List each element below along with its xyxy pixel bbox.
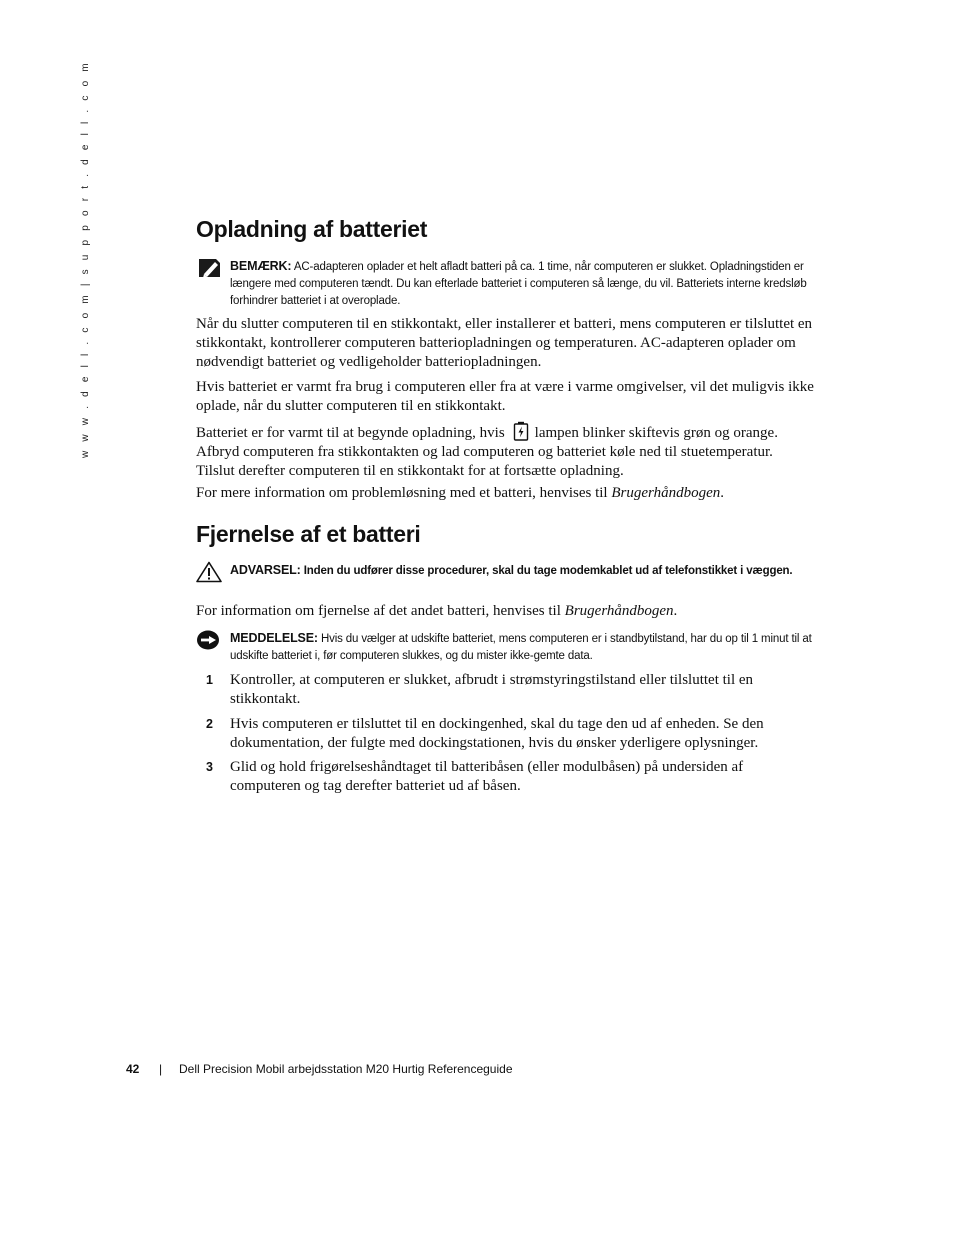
note-pencil-icon — [196, 257, 222, 279]
notice-label: MEDDELELSE: — [230, 631, 318, 645]
note-text — [230, 258, 816, 310]
paragraph-charging-2: Hvis batteriet er varmt fra brug i computeren eller fra at være i varme omgivelser, vil det muligvis ikke oplade, når du slutter computeren til en stikkontakt. — [196, 379, 814, 414]
step-number: 1 — [206, 673, 213, 687]
warning-label: ADVARSEL: — [230, 563, 301, 577]
side-url: w w w . d e l l . c o m | s u p p o r t . d e l l . c o m — [80, 60, 91, 458]
paragraph-removing-1-end: . — [673, 603, 678, 619]
paragraph-charging-4-start: For mere information om problemløsning med et batteri, henvises til — [196, 485, 612, 501]
step-text: Hvis computeren er tilsluttet til en dockingenhed, skal du tage den ud af enheden. Se den dokumentation, der fulgte med dockingstationen, hvis du ønsker yderligere oplysninger. — [230, 716, 764, 751]
warning-text — [230, 562, 816, 580]
notice-text — [230, 630, 816, 665]
paragraph-charging-4 — [196, 484, 814, 503]
step-number: 3 — [206, 760, 213, 774]
paragraph-removing-1-start: For information om fjernelse af det andet batteri, henvises til — [196, 603, 565, 619]
note-body: AC-adapteren oplader et helt afladt batteri på ca. 1 time, når computeren er slukket. Opladningstiden er længere med computeren tændt. Du kan efterlade batteriet i computeren så længe, du vil. Batteriets interne kredsløb forhindrer batteriet i at overoplade. — [230, 261, 807, 307]
warning-triangle-icon — [196, 561, 222, 583]
heading-removing-battery: Fjernelse af et batteri — [196, 521, 421, 547]
footer-title: Dell Precision Mobil arbejdsstation M20 Hurtig Referenceguide — [179, 1062, 513, 1076]
page-number: 42 — [126, 1062, 140, 1076]
user-guide-reference-2: Brugerhåndbogen — [564, 603, 674, 619]
paragraph-charging-3-end: lampen blinker skiftevis grøn og orange. Afbryd computeren fra stikkontakten og lad computeren og batteriet køle ned til stuetemperatur. Tilslut derefter computeren til en stikkontakt for at fortsætte opladning. — [196, 425, 778, 479]
paragraph-removing-1 — [196, 602, 814, 621]
notice-hand-icon — [196, 629, 222, 651]
warning-body: Inden du udfører disse procedurer, skal du tage modemkablet ud af telefonstikket i væggen. — [300, 565, 793, 577]
step-text: Kontroller, at computeren er slukket, afbrudt i strømstyringstilstand eller tilsluttet til en stikkontakt. — [230, 672, 754, 707]
step-text: Glid og hold frigørelseshåndtaget til batteribåsen (eller modulbåsen) på undersiden af computeren og tag derefter batteriet ud af båsen. — [230, 759, 744, 794]
step-number: 2 — [206, 717, 213, 731]
note-label: BEMÆRK: — [230, 259, 292, 273]
notice-body: Hvis du vælger at udskifte batteriet, mens computeren er i standbytilstand, har du op til 1 minut til at udskifte batteriet i, før computeren slukkes, og du mister ikke-gemte data. — [230, 633, 812, 662]
paragraph-charging-3-start: Batteriet er for varmt til at begynde opladning, hvis — [196, 425, 505, 441]
user-guide-reference: Brugerhåndbogen — [611, 485, 721, 501]
paragraph-charging-4-end: . — [720, 485, 724, 501]
heading-charging: Opladning af batteriet — [196, 216, 428, 242]
paragraph-charging-1: Når du slutter computeren til en stikkontakt, eller installerer et batteri, mens computeren er tilsluttet en stikkontakt, kontrollerer computeren batteriopladningen og temperaturen. AC-adapteren oplader om nødvendigt batteriet og vedligeholder batteriopladningen. — [196, 316, 813, 370]
battery-light-icon — [513, 421, 529, 441]
footer-separator: | — [159, 1062, 163, 1076]
paragraph-charging-3 — [196, 421, 814, 481]
